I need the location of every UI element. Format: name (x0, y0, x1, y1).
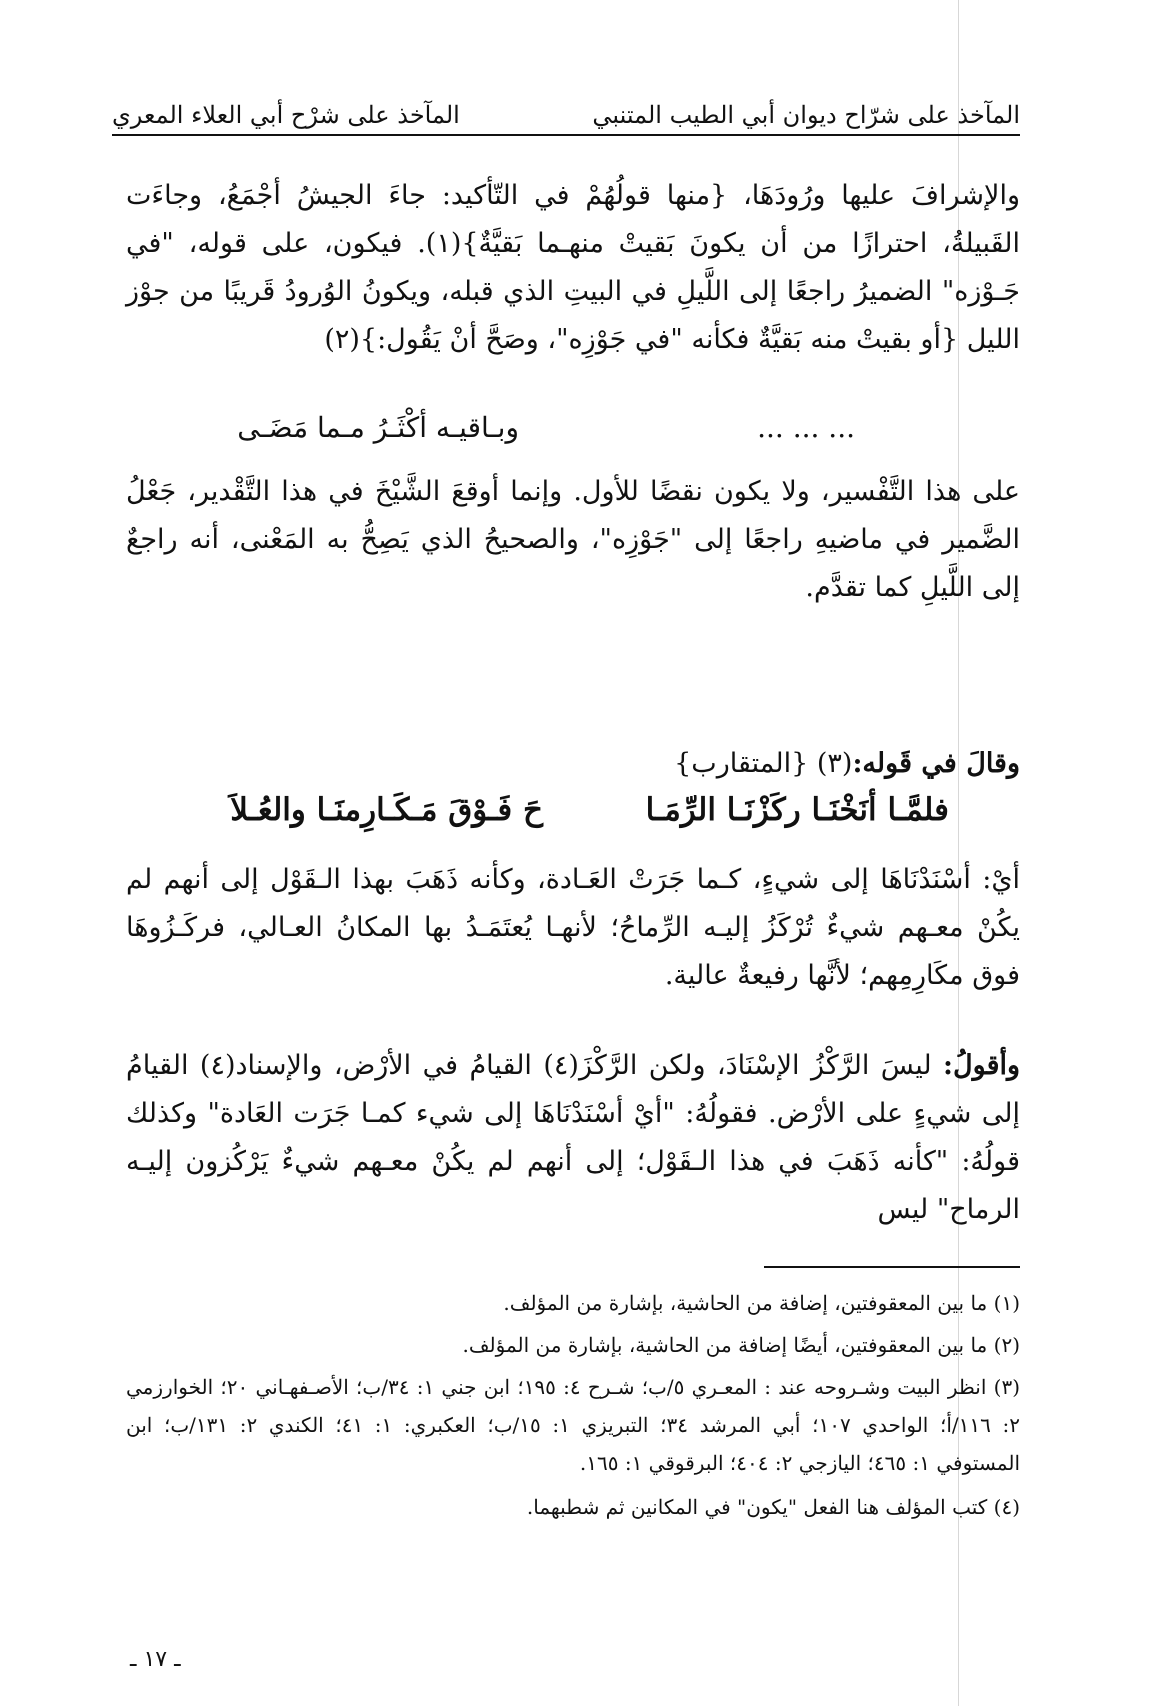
paragraph-1: والإشرافَ عليها ورُودَهَا، {منها قولُهُمْ في التّأكيد: جاءَ الجيشُ أجْمَعُ، وجاءَت القَبيلةُ، احترازًا من أن يكونَ بَقيتْ منهـما بَقيَّةٌ}(١). فيكون، على قوله، "في جَـوْزه" الضميرُ راجعًا إلى اللَّيلِ في البيتِ الذي قبله، ويكونُ الوُرودُ قَريبًا من جوْز الليل {أو بقيتْ منه بَقيَّةٌ فكأنه "في جَوْزِه"، وصَحَّ أنْ يَقُول:}(٢) (126, 180, 1020, 355)
footnote-2: (٢) ما بين المعقوفتين، أيضًا إضافة من الحاشية، بإشارة من المؤلف. (462, 1333, 1020, 1357)
paragraph-5 (126, 1042, 1020, 1234)
paragraph-4: أيْ: أسْنَدْنَاهَا إلى شيءٍ، كـما جَرَتْ العَـادة، وكأنه ذَهَبَ بهذا الـقَوْل إلى أنهم لم يكُنْ معـهم شيءٌ تُرْكَزُ إليـه الرِّماحُ؛ لأنهـا يُعتَمَـدُ بها المكانُ العـالي، فركَـزُوهَا فوق مكَارِمِهم؛ لأنَّها رفيعةٌ عالية. (126, 864, 1020, 991)
header-section-title: المآخذ على شرْح أبي العلاء المعري (112, 101, 460, 129)
footnote-1: (١) ما بين المعقوفتين، إضافة من الحاشية، بإشارة من المؤلف. (503, 1291, 1020, 1315)
verse-2-left-hemistich: حَ فَـوْقَ مَـكَـارِمنَـا والعُـلاَ (230, 792, 543, 828)
verse-1-left-hemistich: وبـاقيـه أكْثَـرُ مـما مَضَـى (237, 411, 519, 444)
poem-meter: (٣) {المتقارب} (674, 748, 853, 779)
footnote-rule (764, 1266, 1020, 1268)
verse-2-right-hemistich: فلمَّـا أنَخْنَـا ركَزْنَـا الرِّمَـا (645, 792, 949, 828)
footnote-3: (٣) انظر البيت وشـروحه عند : المعـري ٥/ب؛ شـرح ٤: ١٩٥؛ ابن جني ١: ٣٤/ب؛ الأصـفهـاني ٢٠؛ الخوارزمي ٢: ١١٦/أ؛ الواحدي ١٠٧؛ أبي المرشد ٣٤؛ التبريزي ١: ١٥/ب؛ العكبري: ١: ٤١؛ الكندي ٢: ١٣١/ب؛ ابن المستوفي ١: ٤٦٥؛ اليازجي ٢: ٤٠٤؛ البرقوقي ١: ١٦٥. (126, 1375, 1020, 1475)
author-comment-label: وأقولُ: (943, 1050, 1021, 1081)
poem-intro-label: وقالَ في قَوله: (852, 748, 1020, 779)
paragraph-2: على هذا التَّفْسير، ولا يكون نقضًا للأول. وإنما أوقعَ الشَّيْخَ في هذا التَّقْدير، جَعْلُ الضَّمير في ماضيهِ راجعًا إلى "جَوْزِه"، والصحيحُ الذي يَصِحُّ به المَعْنى، أنه راجعٌ إلى اللَّيلِ كما تقدَّم. (126, 476, 1020, 603)
page-number: ـ ١٧ ـ (130, 1647, 181, 1672)
header-book-title: المآخذ على شرّاح ديوان أبي الطيب المتنبي (592, 101, 1020, 129)
header-rule (112, 134, 1020, 136)
running-header (112, 82, 1020, 132)
paragraph-3 (126, 740, 1020, 788)
footnote-4: (٤) كتب المؤلف هنا الفعل "يكون" في المكانين ثم شطبهما. (526, 1495, 1020, 1519)
verse-1-right-hemistich: ... ... ... (757, 411, 855, 444)
author-comment-text: ليسَ الرَّكْزُ الإسْنَادَ، ولكن الرَّكْزَ(٤) القيامُ في الأرْض، والإسناد(٤) القيامُ إلى شيءٍ على الأرْض. فقولُهُ: "أيْ أسْنَدْنَاهَا إلى شيء كمـا جَرَت العَادة" وكذلك قولُهُ: "كأنه ذَهَبَ في هذا الـقَوْل؛ إلى أنهم لم يكُنْ معـهم شيءٌ يَرْكُزون إليـه الرماح" ليس (126, 1050, 1020, 1225)
